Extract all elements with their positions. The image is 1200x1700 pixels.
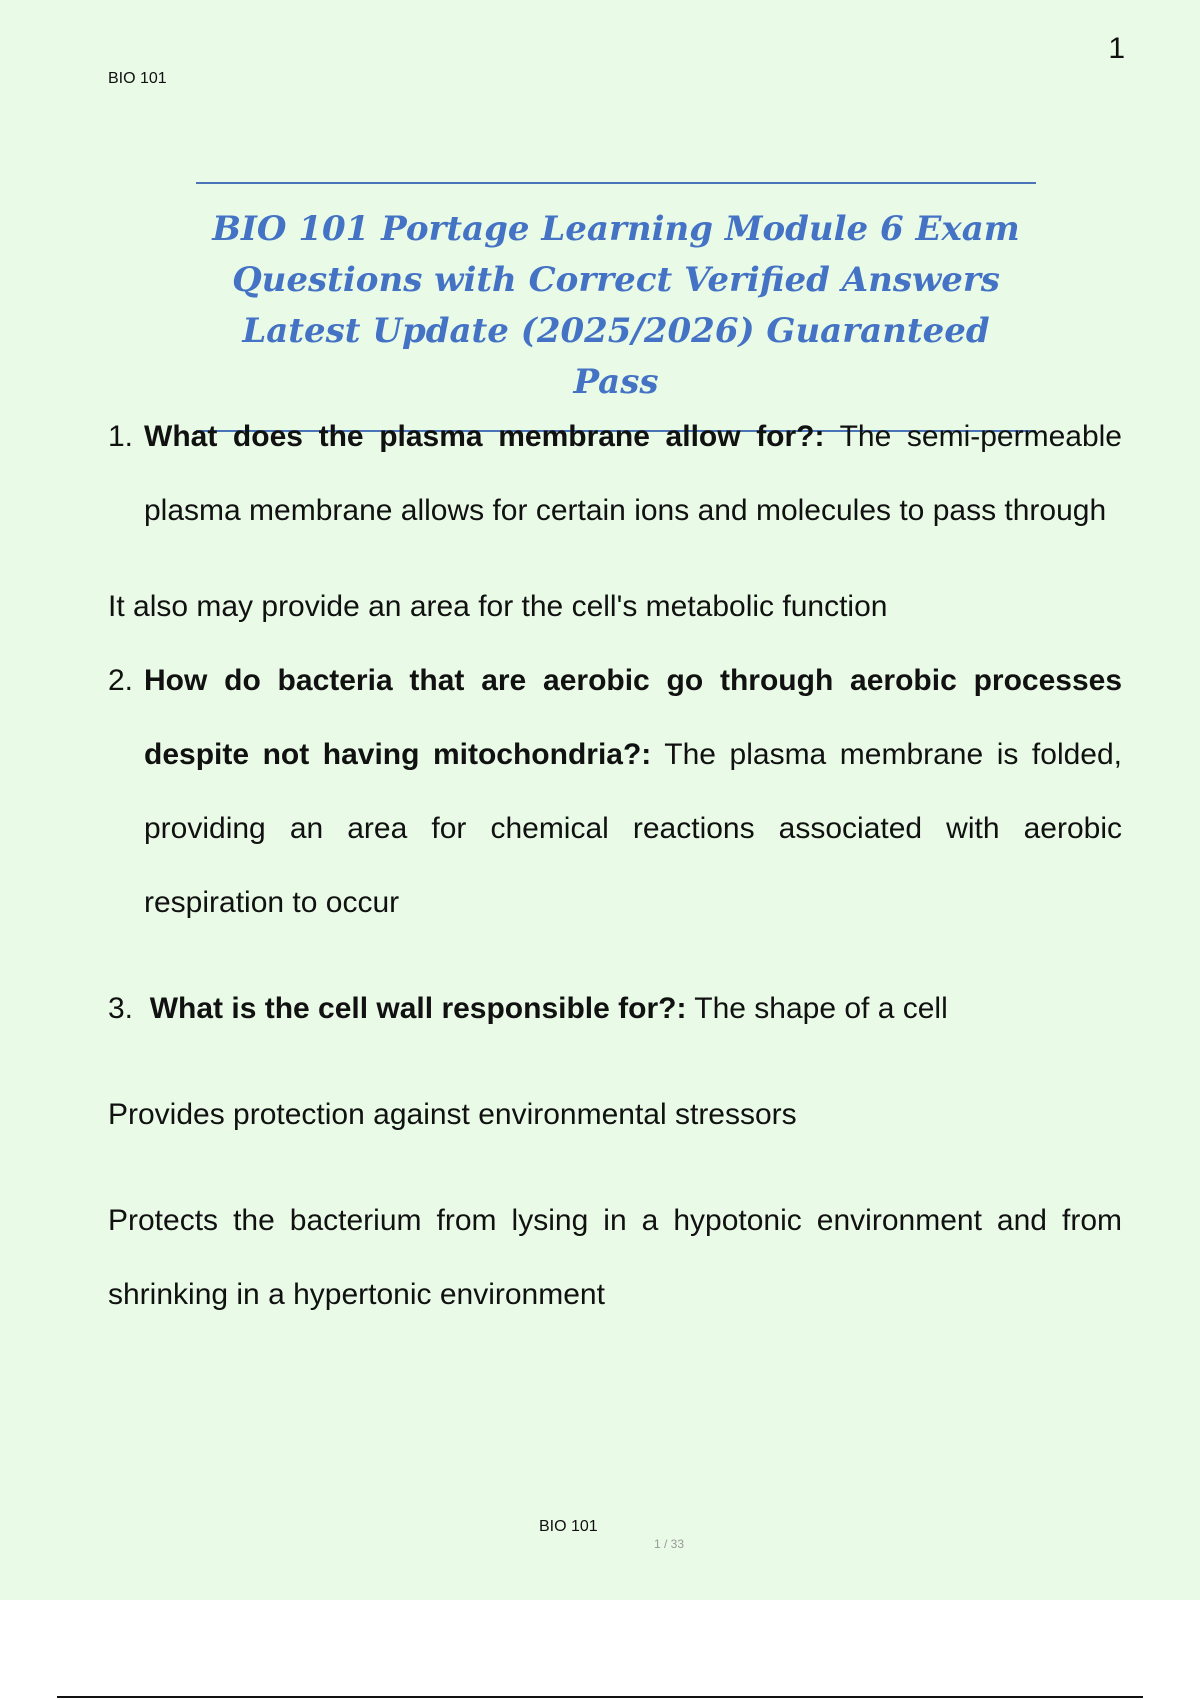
question-text: What does the plasma membrane allow for?: bbox=[144, 420, 825, 453]
question-item bbox=[108, 400, 1122, 548]
question-number: 1. bbox=[108, 420, 134, 453]
answer-paragraph: Protects the bacterium from lysing in a hypotonic environment and from shrinking in a hypertonic environment bbox=[108, 1204, 1122, 1311]
page-number: 1 bbox=[1108, 32, 1125, 65]
question-number: 2. bbox=[108, 664, 134, 697]
answer-text: The plasma membrane is folded, providing an area for chemical reactions associated with aerobic respiration to occur bbox=[144, 738, 1122, 919]
title-line-2: Questions with Correct Verified Answers bbox=[232, 260, 1000, 300]
document-title bbox=[196, 182, 1036, 432]
page-indicator: 1 / 33 bbox=[654, 1537, 685, 1551]
answer-text: The semi-permeable plasma membrane allows for certain ions and molecules to pass through bbox=[144, 420, 1122, 527]
title-line-3: Latest Update (2025/2026) Guaranteed Pass bbox=[242, 311, 990, 402]
question-text: What is the cell wall responsible for?: bbox=[149, 992, 687, 1025]
footer-course-label: BIO 101 bbox=[539, 1518, 598, 1535]
question-item bbox=[108, 644, 1122, 940]
answer-text: The shape of a cell bbox=[694, 992, 948, 1025]
answer-paragraph: It also may provide an area for the cell's metabolic function bbox=[108, 590, 888, 623]
answer-paragraph: Provides protection against environmental stressors bbox=[108, 1098, 797, 1131]
question-number: 3. bbox=[108, 992, 134, 1025]
question-item bbox=[108, 972, 1122, 1046]
page-divider bbox=[57, 1696, 1143, 1698]
title-line-1: BIO 101 Portage Learning Module 6 Exam bbox=[212, 209, 1020, 249]
question-text: How do bacteria that are aerobic go through aerobic processes despite not having mitochondria?: bbox=[144, 664, 1122, 771]
document-body bbox=[108, 400, 1122, 1332]
header-course-label: BIO 101 bbox=[108, 70, 167, 87]
